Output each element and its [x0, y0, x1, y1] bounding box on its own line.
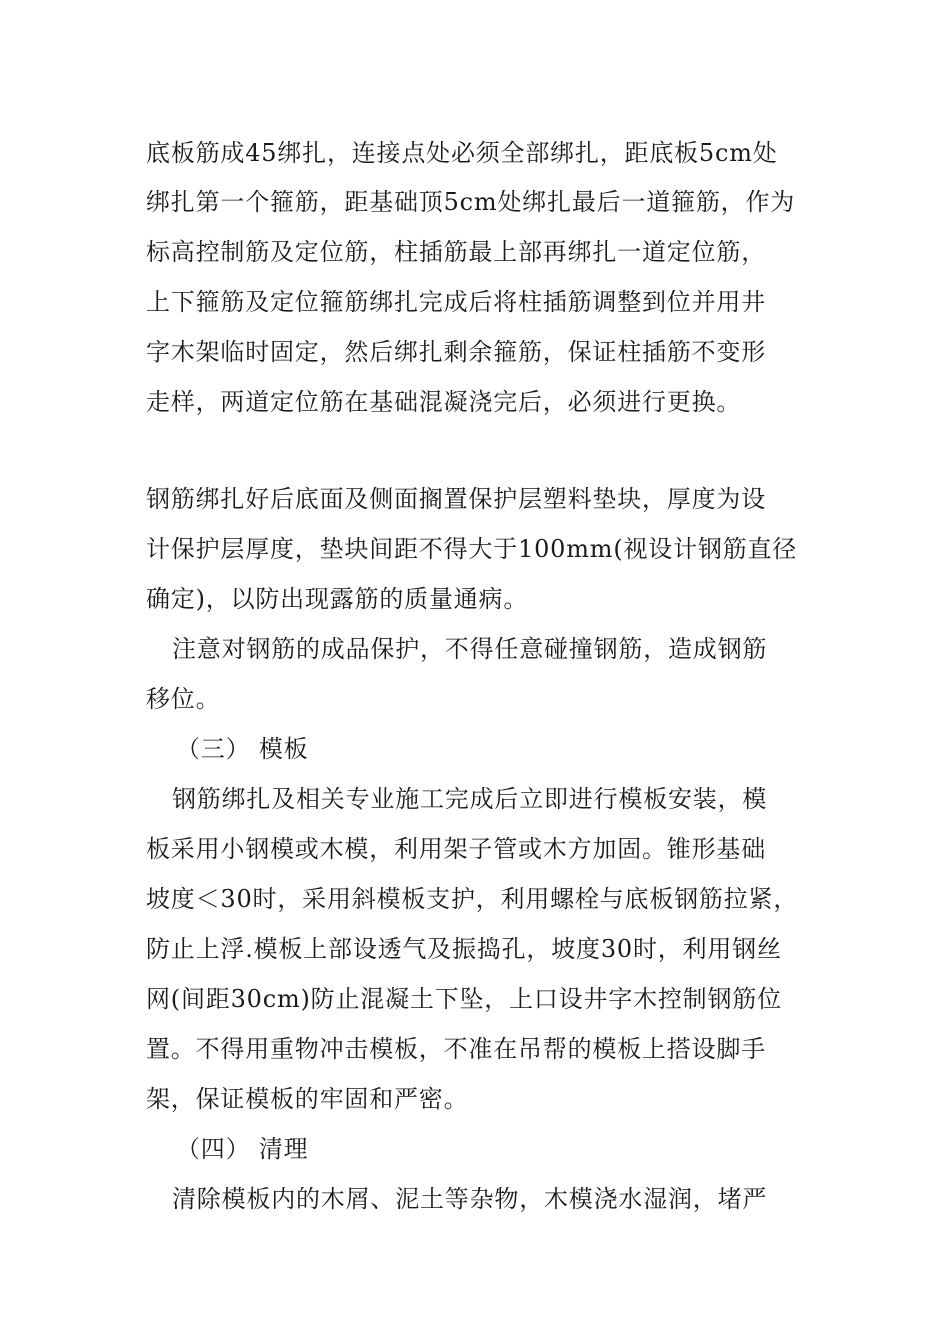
text-line: 计保护层厚度，垫块间距不得大于100mm(视设计钢筋直径	[146, 535, 798, 563]
text-line: 底板筋成45绑扎，连接点处必须全部绑扎，距底板5cm处	[146, 139, 778, 167]
text-line: 防止上浮.模板上部设透气及振捣孔，坡度30时，利用钢丝	[146, 935, 782, 963]
text-line: 置。不得用重物冲击模板，不准在吊帮的模板上搭设脚手	[146, 1035, 766, 1063]
text-line: 字木架临时固定，然后绑扎剩余箍筋，保证柱插筋不变形	[146, 338, 766, 366]
section-heading: （三） 模板	[176, 735, 309, 763]
text-line: 移位。	[146, 685, 221, 713]
text-line: 钢筋绑扎好后底面及侧面搁置保护层塑料垫块，厚度为设	[146, 485, 766, 513]
text-line: 标高控制筋及定位筋，柱插筋最上部再绑扎一道定位筋，	[146, 238, 766, 266]
text-line: 清除模板内的木屑、泥土等杂物，木模浇水湿润，堵严	[172, 1185, 768, 1213]
text-line: 注意对钢筋的成品保护，不得任意碰撞钢筋，造成钢筋	[172, 635, 768, 663]
text-line: 架，保证模板的牢固和严密。	[146, 1085, 469, 1113]
text-line: 绑扎第一个箍筋，距基础顶5cm处绑扎最后一道箍筋，作为	[146, 188, 796, 216]
text-line: 钢筋绑扎及相关专业施工完成后立即进行模板安装，模	[172, 785, 768, 813]
text-line: 板采用小钢模或木模，利用架子管或木方加固。锥形基础	[146, 835, 766, 863]
text-line: 确定)，以防出现露筋的质量通病。	[146, 585, 529, 613]
text-line: 网(间距30cm)防止混凝土下坠，上口设井字木控制钢筋位	[146, 985, 782, 1013]
text-line: 上下箍筋及定位箍筋绑扎完成后将柱插筋调整到位并用井	[146, 288, 766, 316]
text-line: 坡度＜30时，采用斜模板支护，利用螺栓与底板钢筋拉紧，	[146, 885, 799, 913]
section-heading: （四） 清理	[176, 1135, 309, 1163]
text-line: 走样，两道定位筋在基础混凝浇完后，必须进行更换。	[146, 388, 742, 416]
